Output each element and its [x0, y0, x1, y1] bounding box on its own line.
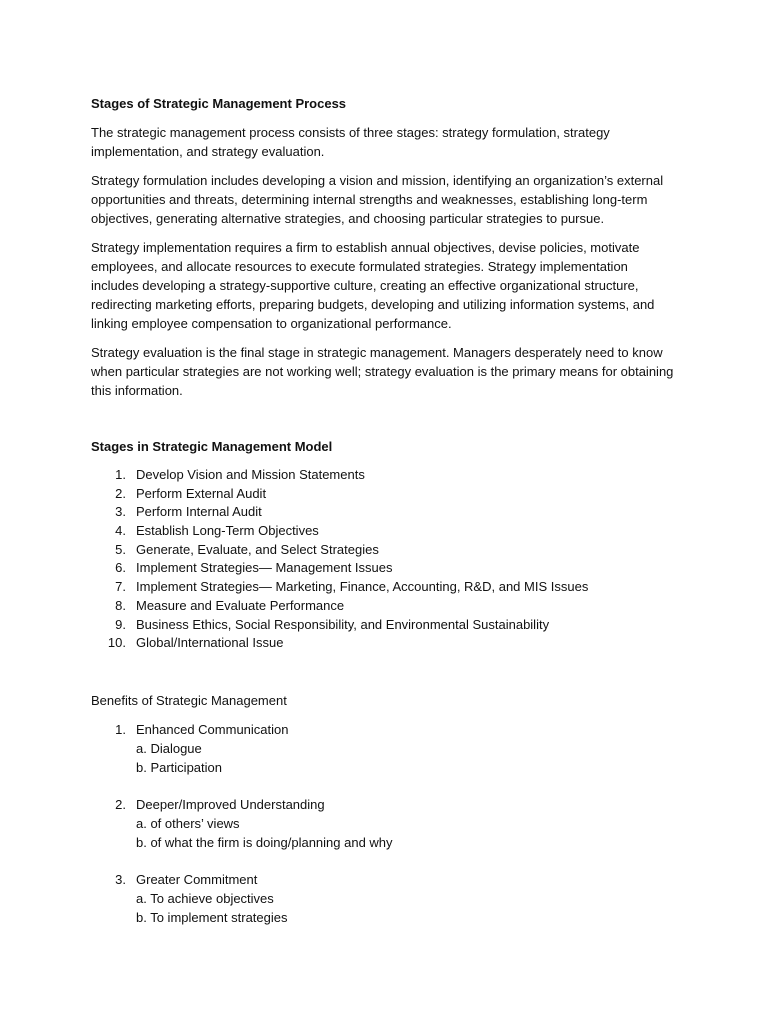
- paragraph-implementation: Strategy implementation requires a firm to establish annual objectives, devise policies, motivate employees, and allocate resources to execute formulated strategies. Strategy implementation includes developing a strategy-supportive culture, creating an effective organizational structure, redirecting marketing efforts, preparing budgets, developing and utilizing information systems, and linking employee compensation to organizational performance.: [91, 240, 655, 331]
- benefit-subitem: b. Participation: [136, 759, 222, 775]
- paragraph-overview: The strategic management process consists of three stages: strategy formulation, strategy implementation, and strategy evaluation.: [91, 125, 610, 159]
- list-number: 3.: [115, 871, 126, 887]
- list-item: [91, 466, 676, 485]
- benefit-subitem: b. To implement strategies: [136, 909, 288, 925]
- list-item: [91, 485, 676, 504]
- section-title-benefits: Benefits of Strategic Management: [91, 692, 287, 708]
- list-item: [91, 597, 676, 616]
- benefit-subitem: a. To achieve objectives: [136, 890, 274, 906]
- list-number: 10.: [107, 635, 126, 651]
- list-number: 7.: [115, 579, 126, 595]
- benefit-heading: [91, 795, 676, 814]
- paragraph-formulation: Strategy formulation includes developing a vision and mission, identifying an organization’s external opportunities and threats, determining internal strengths and weaknesses, establishing long-term objectives, generating alternative strategies, and choosing particular strategies to pursue.: [91, 173, 664, 226]
- list-number: 2.: [115, 485, 126, 501]
- benefit-heading: [91, 720, 676, 739]
- benefit-item: [91, 795, 676, 852]
- benefit-text: Greater Commitment: [136, 871, 258, 887]
- list-number: 6.: [115, 560, 126, 576]
- list-number: 5.: [115, 541, 126, 557]
- benefit-heading: [91, 870, 676, 889]
- list-number: 3.: [115, 504, 126, 520]
- list-item: [91, 503, 676, 522]
- benefit-item: [91, 870, 676, 927]
- list-text: Develop Vision and Mission Statements: [136, 467, 365, 482]
- list-number: 1.: [115, 721, 126, 737]
- benefit-text: Enhanced Communication: [136, 721, 289, 737]
- section-gap: [91, 410, 676, 437]
- list-item: [91, 541, 676, 560]
- list-item: [91, 616, 676, 635]
- benefit-item: [91, 720, 676, 777]
- list-number: 9.: [115, 616, 126, 632]
- list-text: Business Ethics, Social Responsibility, and Environmental Sustainability: [136, 616, 550, 632]
- list-item: [91, 522, 676, 541]
- list-number: 1.: [115, 467, 126, 482]
- list-item: [91, 559, 676, 578]
- list-number: 2.: [115, 796, 126, 812]
- list-text: Global/International Issue: [136, 635, 284, 651]
- list-text: Perform Internal Audit: [136, 504, 262, 520]
- list-text: Implement Strategies— Management Issues: [136, 560, 393, 576]
- list-number: 8.: [115, 597, 126, 613]
- list-text: Measure and Evaluate Performance: [136, 597, 345, 613]
- benefit-text: Deeper/Improved Understanding: [136, 796, 325, 812]
- section-title-process: Stages of Strategic Management Process: [91, 96, 347, 111]
- benefit-subitem: a. of others’ views: [136, 815, 240, 831]
- list-item: [91, 634, 676, 653]
- section-title-model: Stages in Strategic Management Model: [91, 439, 333, 454]
- list-text: Generate, Evaluate, and Select Strategies: [136, 541, 379, 557]
- list-text: Perform External Audit: [136, 485, 267, 501]
- list-text: Implement Strategies— Marketing, Finance, Accounting, R&D, and MIS Issues: [136, 579, 589, 595]
- list-item: [91, 578, 676, 597]
- stages-list: [91, 466, 676, 653]
- benefit-subitem: a. Dialogue: [136, 740, 202, 756]
- section-gap: [91, 653, 676, 691]
- benefit-subitem: b. of what the firm is doing/planning and why: [136, 834, 393, 850]
- list-number: 4.: [115, 523, 126, 539]
- list-text: Establish Long-Term Objectives: [136, 523, 319, 539]
- paragraph-evaluation: Strategy evaluation is the final stage in strategic management. Managers desperately need to know when particular strategies are not working well; strategy evaluation is the primary means for obtaining this information.: [91, 345, 674, 398]
